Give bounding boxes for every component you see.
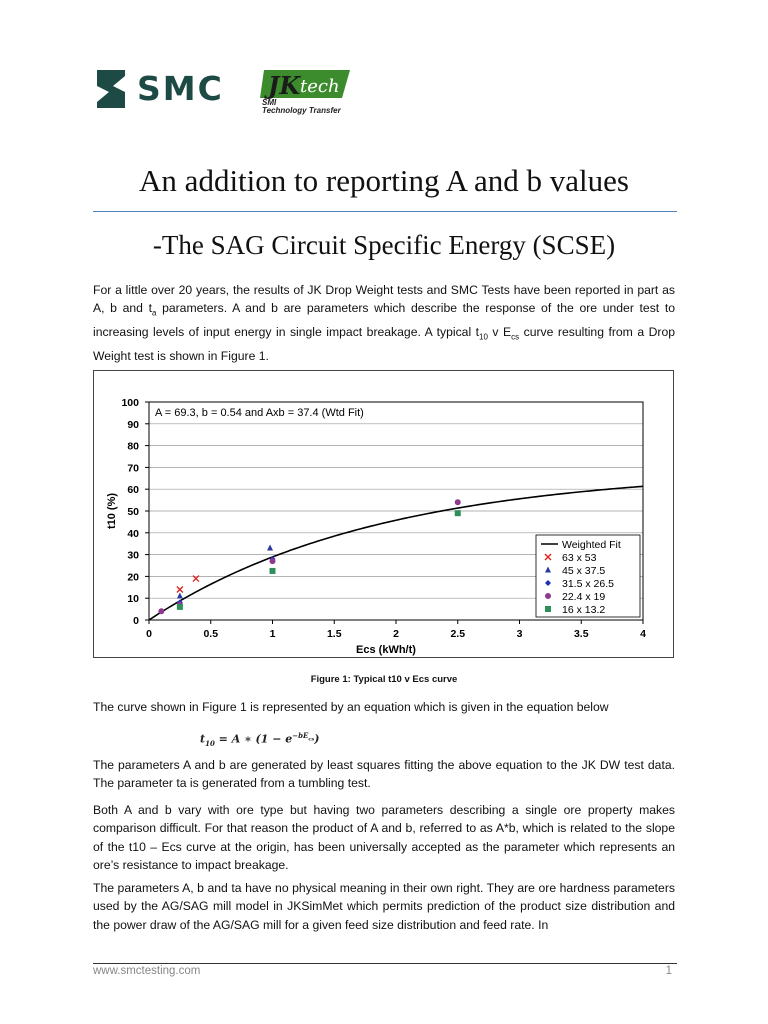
data-point xyxy=(270,568,276,574)
footer-url[interactable]: www.smctesting.com xyxy=(93,965,201,977)
y-tick-label: 50 xyxy=(127,506,139,518)
data-point xyxy=(177,604,183,610)
jktech-tagline-transfer: Technology Transfer xyxy=(262,106,341,115)
data-point xyxy=(177,586,183,592)
chart-annotation: A = 69.3, b = 0.54 and Axb = 37.4 (Wtd Fit) xyxy=(155,407,364,419)
legend-swatch xyxy=(545,606,551,612)
y-tick-label: 10 xyxy=(127,593,139,606)
data-point xyxy=(270,558,276,564)
footer-divider xyxy=(93,963,677,964)
svg-text:tech: tech xyxy=(300,76,340,97)
x-tick-label: 0.5 xyxy=(203,628,219,640)
figure-caption: Figure 1: Typical t10 v Ecs curve xyxy=(310,674,458,685)
smc-logo-text: SMC xyxy=(137,69,224,108)
x-tick-label: 3.5 xyxy=(573,628,589,640)
legend-label: 63 x 53 xyxy=(562,552,597,564)
y-tick-label: 60 xyxy=(127,484,139,497)
curve-description-paragraph: The curve shown in Figure 1 is represented by an equation which is given in the equation below xyxy=(93,700,609,714)
y-tick-label: 0 xyxy=(133,615,139,627)
hardness-paragraph: The parameters A, b and ta have no physical meaning in their own right. They are ore hardness parameters used by the AG/SAG mill model in JKSimMet which permits prediction of the product size distribution and the power draw of the AG/SAG mill for a given feed size distribution and feed rate. In xyxy=(93,881,675,932)
figure-1-chart xyxy=(93,370,674,658)
legend-swatch xyxy=(545,593,551,599)
legend-label: 45 x 37.5 xyxy=(562,565,606,577)
y-tick-label: 80 xyxy=(127,440,139,453)
x-tick-label: 0 xyxy=(146,628,152,640)
x-tick-label: 4 xyxy=(640,628,646,640)
axb-paragraph: Both A and b vary with ore type but having two parameters describing a single ore property makes comparison difficult. For that reason the product of A and b, referred to as A*b, which is related to the slope of the t10 – Ecs curve at the origin, has been universally accepted as the parameter which represents an ore’s resistance to impact breakage. xyxy=(93,803,675,872)
jktech-logo-icon xyxy=(258,68,354,102)
x-tick-label: 2.5 xyxy=(450,628,466,640)
smc-logo-icon xyxy=(93,70,129,108)
x-tick-label: 2 xyxy=(393,628,399,640)
y-tick-label: 70 xyxy=(127,462,139,475)
data-point xyxy=(177,593,183,599)
page-number: 1 xyxy=(665,965,672,977)
fitting-paragraph: The parameters A and b are generated by least squares fitting the above equation to the JK DW test data. The parameter ta is generated from a tumbling test. xyxy=(93,758,675,791)
jktech-tagline-smi: SMI xyxy=(262,98,277,107)
data-point xyxy=(267,545,273,551)
intro-paragraph: For a little over 20 years, the results of JK Drop Weight tests and SMC Tests have been reported in part as A, b and $t_a$ parameters. A and b are parameters which describe the response of the ore under test to increasing levels of input energy in single impact breakage. A typical $t_{10}$ v $E_{cs}$ curve resulting from a Drop Weight test is shown in Figure 1. xyxy=(93,283,676,363)
legend-label: 31.5 x 26.5 xyxy=(562,578,614,590)
legend-label: Weighted Fit xyxy=(562,539,621,551)
data-point xyxy=(455,510,461,516)
y-tick-label: 100 xyxy=(121,397,139,409)
page-subtitle: -The SAG Circuit Specific Energy (SCSE) xyxy=(152,230,616,260)
jktech-logo xyxy=(258,68,354,116)
smc-logo xyxy=(93,70,224,108)
x-axis-label: Ecs (kWh/t) xyxy=(356,644,416,656)
page-title: An addition to reporting A and b values xyxy=(139,163,629,198)
t10-ecs-chart-svg xyxy=(94,371,673,657)
t10-equation: $t_{10} = A$ ∗ $(1 - e^{-bE_{cs}})$ xyxy=(200,731,320,748)
y-tick-label: 20 xyxy=(127,571,139,584)
y-tick-label: 90 xyxy=(127,418,139,431)
svg-text:JK: JK xyxy=(268,71,301,100)
x-tick-label: 1 xyxy=(269,628,276,640)
data-point xyxy=(158,608,164,614)
x-tick-label: 1.5 xyxy=(326,628,342,640)
y-axis-label: t10 (%) xyxy=(106,492,118,530)
y-tick-label: 40 xyxy=(127,527,139,540)
data-point xyxy=(455,499,461,505)
legend-label: 22.4 x 19 xyxy=(562,591,606,603)
y-tick-label: 30 xyxy=(127,549,139,562)
title-divider xyxy=(93,211,677,212)
x-tick-label: 3 xyxy=(516,628,523,640)
legend-label: 16 x 13.2 xyxy=(562,604,606,616)
